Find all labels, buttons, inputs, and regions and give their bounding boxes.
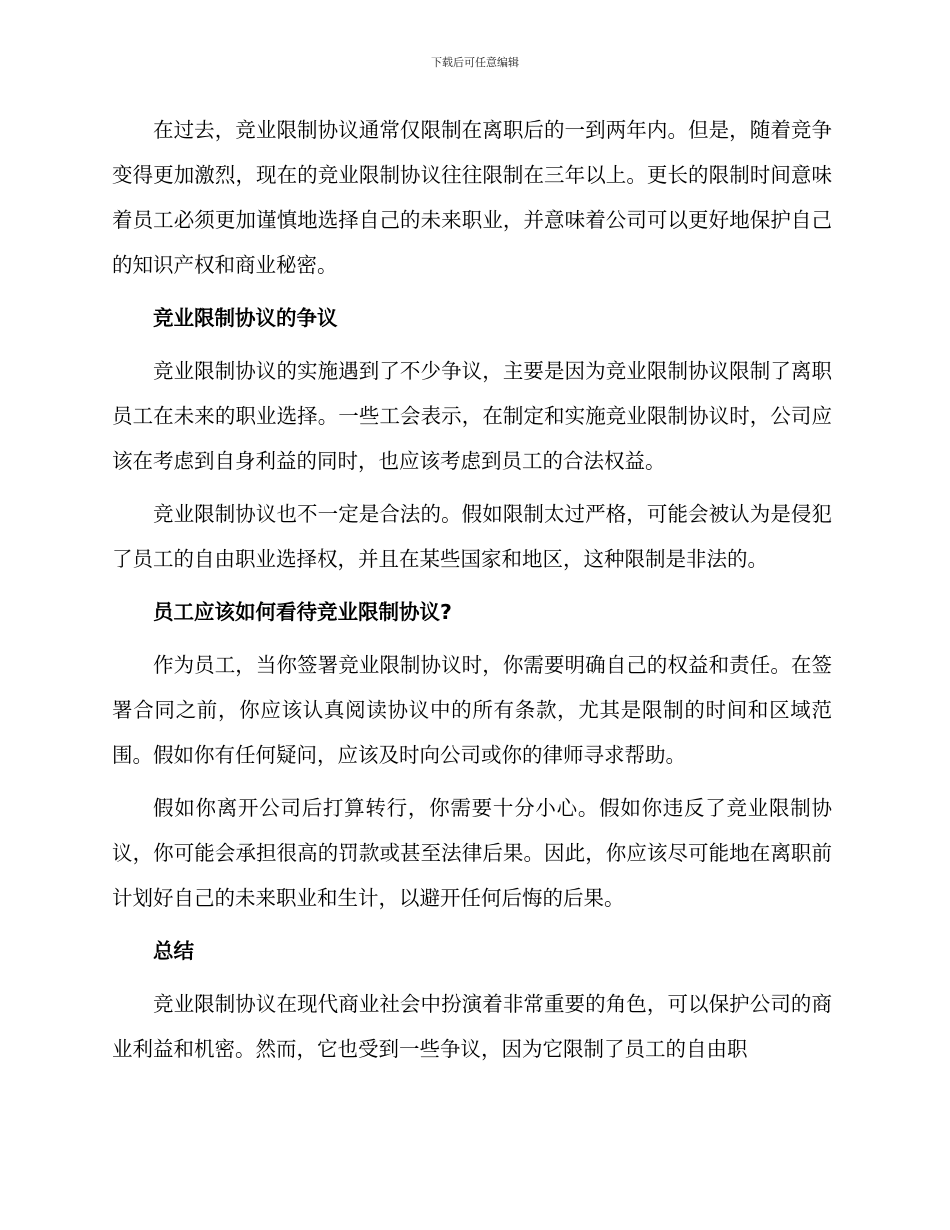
paragraph-legality: 竞业限制协议也不一定是合法的。假如限制太过严格，可能会被认为是侵犯了员工的自由职业选择权，并且在某些国家和地区，这种限制是非法的。 bbox=[112, 502, 832, 571]
paragraph-restriction-duration: 在过去，竞业限制协议通常仅限制在离职后的一到两年内。但是，随着竞争变得更加激烈，现在的竞业限制协议往往限制在三年以上。更长的限制时间意味着员工必须更加谨慎地选择自己的未来职业，并意味着公司可以更好地保护自己的知识产权和商业秘密。 bbox=[112, 118, 832, 277]
paragraph-summary: 竞业限制协议在现代商业社会中扮演着非常重要的角色，可以保护公司的商业利益和机密。然而，它也受到一些争议，因为它限制了员工的自由职 bbox=[112, 992, 832, 1061]
section-heading-controversy: 竞业限制协议的争议 bbox=[153, 306, 338, 330]
section-heading-employee-view: 员工应该如何看待竞业限制协议? bbox=[153, 600, 452, 624]
section-heading-summary: 总结 bbox=[153, 939, 194, 963]
page-header-note: 下载后可任意编辑 bbox=[431, 56, 519, 69]
paragraph-career-change: 假如你离开公司后打算转行，你需要十分小心。假如你违反了竞业限制协议，你可能会承担很高的罚款或甚至法律后果。因此，你应该尽可能地在离职前计划好自己的未来职业和生计，以避开任何后悔的后果。 bbox=[112, 796, 832, 910]
document-body bbox=[112, 108, 832, 1072]
paragraph-controversy: 竞业限制协议的实施遇到了不少争议，主要是因为竞业限制协议限制了离职员工在未来的职业选择。一些工会表示，在制定和实施竞业限制协议时，公司应该在考虑到自身利益的同时，也应该考虑到员工的合法权益。 bbox=[112, 359, 832, 473]
paragraph-signing-advice: 作为员工，当你签署竞业限制协议时，你需要明确自己的权益和责任。在签署合同之前，你应该认真阅读协议中的所有条款，尤其是限制的时间和区域范围。假如你有任何疑问，应该及时向公司或你的律师寻求帮助。 bbox=[112, 653, 832, 767]
